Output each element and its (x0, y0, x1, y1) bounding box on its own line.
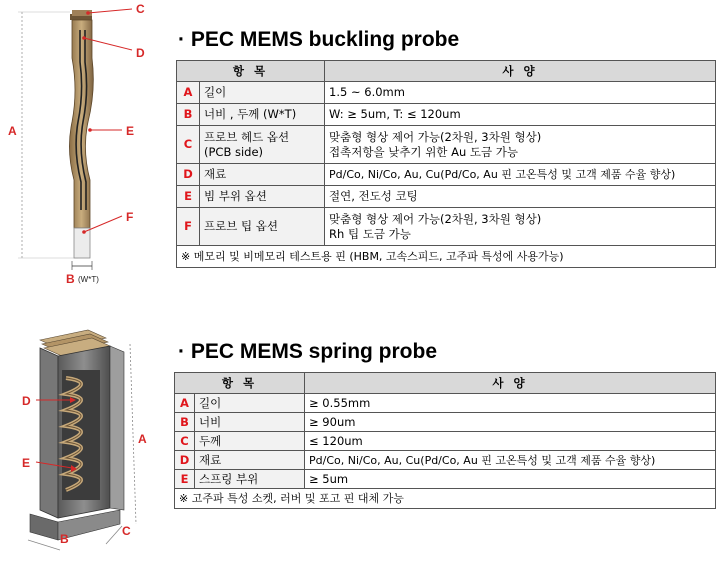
row-item: 두께 (195, 432, 305, 451)
buckling-label-d: D (136, 46, 145, 60)
spring-label-c: C (122, 524, 131, 538)
row-letter: E (175, 470, 195, 489)
row-item: 길이 (195, 394, 305, 413)
spring-note: ※ 고주파 특성 소켓, 러버 및 포고 핀 대체 가능 (175, 489, 716, 509)
row-letter: C (177, 126, 200, 164)
row-letter: E (177, 186, 200, 208)
buckling-label-f: F (126, 210, 134, 224)
row-item: 프로브 헤드 옵션 (PCB side) (200, 126, 325, 164)
buckling-label-c: C (136, 2, 145, 16)
row-spec: 맞춤형 형상 제어 가능(2차원, 3차원 형상) Rh 팁 도금 가능 (325, 208, 716, 246)
table-header-row (175, 373, 716, 394)
table-row (177, 104, 716, 126)
row-item: 너비 (195, 413, 305, 432)
table-row (175, 432, 716, 451)
spring-label-b: B (60, 532, 69, 546)
table-row (177, 186, 716, 208)
row-spec: ≤ 120um (305, 432, 716, 451)
header-spec: 사 양 (305, 373, 716, 394)
buckling-label-a: A (8, 124, 17, 138)
row-spec: Pd/Co, Ni/Co, Au, Cu(Pd/Co, Au 핀 고온특성 및 고객 제품 수율 향상) (325, 164, 716, 186)
row-spec: ≥ 90um (305, 413, 716, 432)
row-spec: Pd/Co, Ni/Co, Au, Cu(Pd/Co, Au 핀 고온특성 및 고객 제품 수율 향상) (305, 451, 716, 470)
table-row (177, 208, 716, 246)
buckling-title: · PEC MEMS buckling probe (178, 28, 460, 51)
row-item: 빔 부위 옵션 (200, 186, 325, 208)
row-item: 재료 (195, 451, 305, 470)
spring-label-a: A (138, 432, 147, 446)
row-spec: 절연, 전도성 코팅 (325, 186, 716, 208)
row-item: 스프링 부위 (195, 470, 305, 489)
row-spec: 맞춤형 형상 제어 가능(2차원, 3차원 형상) 접촉저항을 낮추기 위한 Au 도금 가능 (325, 126, 716, 164)
row-letter: B (175, 413, 195, 432)
table-note-row (175, 489, 716, 509)
table-note-row (177, 246, 716, 268)
buckling-label-e: E (126, 124, 135, 138)
row-spec: W: ≥ 5um, T: ≤ 120um (325, 104, 716, 126)
buckling-label-b: B (66, 272, 75, 286)
spring-probe-illustration (0, 318, 170, 584)
buckling-spec-table (176, 60, 716, 268)
row-spec: ≥ 5um (305, 470, 716, 489)
row-letter: F (177, 208, 200, 246)
table-row (177, 126, 716, 164)
spring-spec-table (174, 372, 716, 509)
row-letter: D (177, 164, 200, 186)
row-item: 재료 (200, 164, 325, 186)
row-spec: 1.5 ~ 6.0mm (325, 82, 716, 104)
table-row (175, 394, 716, 413)
header-item: 항 목 (177, 61, 325, 82)
row-letter: A (177, 82, 200, 104)
buckling-label-b-sub: (W*T) (78, 275, 99, 284)
table-row (175, 413, 716, 432)
row-letter: D (175, 451, 195, 470)
row-letter: A (175, 394, 195, 413)
row-item: 길이 (200, 82, 325, 104)
table-header-row (177, 61, 716, 82)
spring-label-e: E (22, 456, 31, 470)
table-row (177, 82, 716, 104)
row-letter: B (177, 104, 200, 126)
spring-label-d: D (22, 394, 31, 408)
spring-title: · PEC MEMS spring probe (178, 340, 438, 363)
row-letter: C (175, 432, 195, 451)
spring-probe-diagram (0, 318, 170, 584)
table-row (175, 451, 716, 470)
row-spec: ≥ 0.55mm (305, 394, 716, 413)
header-spec: 사 양 (325, 61, 716, 82)
table-row (177, 164, 716, 186)
table-row (175, 470, 716, 489)
buckling-probe-illustration (0, 0, 160, 300)
row-item: 너비 , 두께 (W*T) (200, 104, 325, 126)
buckling-probe-diagram (0, 0, 160, 300)
row-item: 프로브 팁 옵션 (200, 208, 325, 246)
header-item: 항 목 (175, 373, 305, 394)
buckling-note: ※ 메모리 및 비메모리 테스트용 핀 (HBM, 고속스피드, 고주파 특성에 사용가능) (177, 246, 716, 268)
